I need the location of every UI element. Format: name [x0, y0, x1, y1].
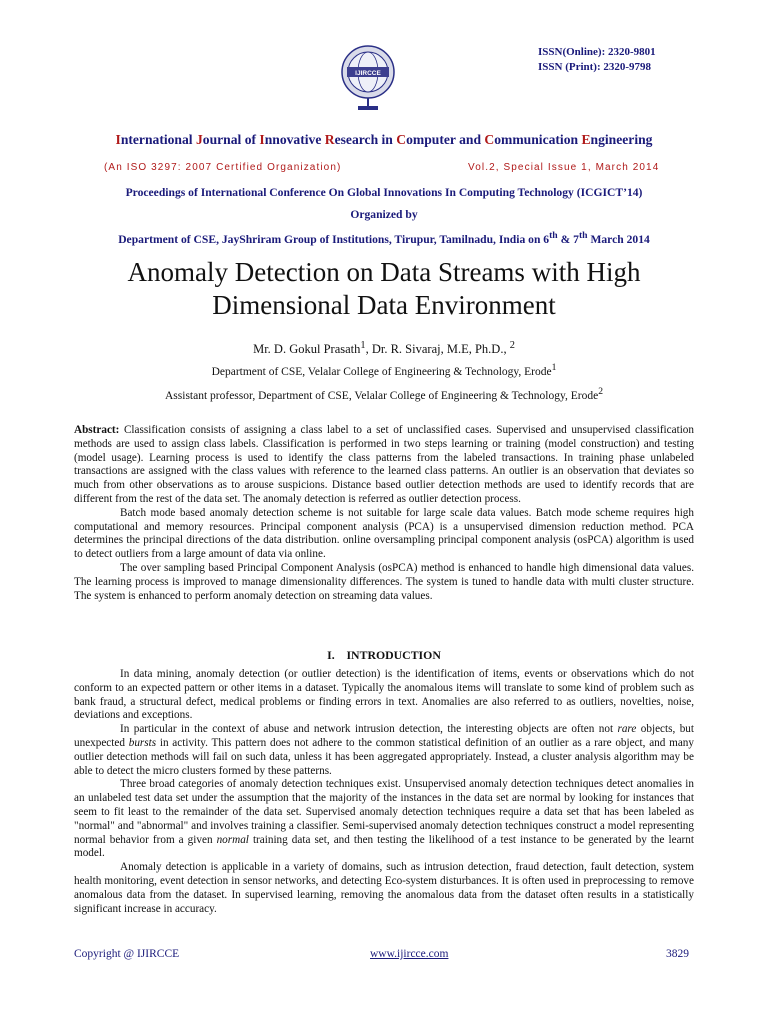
paper-title	[0, 256, 768, 322]
intro-paragraph-3: Three broad categories of anomaly detection techniques exist. Unsupervised anomaly detection techniques detect anomalies in an unlabeled test data set under the assumption that the majority of the instances in the data set are normal by looking for instances that seem to fit least to the remainder of the data set. Supervised anomaly detection techniques require a data set that has been labeled as "normal" and "abnormal" and involves training a classifier. Semi-supervised anomaly detection techniques construct a model representing normal behavior from a given normal training data set, and then testing the likelihood of a test instance to be generated by the learnt model.	[74, 778, 694, 860]
journal-title-part: nnovative	[264, 132, 325, 147]
ijircce-logo	[336, 42, 400, 114]
journal-title-part: I	[115, 132, 121, 147]
proceedings-title: Proceedings of International Conference On Global Innovations In Computing Technology (ICGICT’14)	[125, 186, 643, 199]
volume-issue: Vol.2, Special Issue 1, March 2014	[468, 162, 660, 173]
journal-title-part: R	[324, 132, 335, 147]
svg-text:IJIRCCE: IJIRCCE	[355, 70, 381, 77]
journal-title	[0, 132, 768, 148]
affiliation-2: Assistant professor, Department of CSE, Velalar College of Engineering & Technology, Erode$^2$	[165, 386, 603, 402]
journal-title-part: nternational	[120, 132, 196, 147]
paper-title-line-1: Anomaly Detection on Data Streams with High	[127, 257, 641, 287]
journal-title-part: I	[259, 132, 265, 147]
footer-website-link[interactable]: www.ijircce.com	[370, 948, 449, 960]
journal-title-part: ournal of	[202, 132, 260, 147]
page-number: 3829	[666, 948, 689, 960]
journal-title-part: C	[396, 132, 407, 147]
affiliation-1: Department of CSE, Velalar College of Engineering & Technology, Erode$^1$	[211, 362, 557, 378]
paper-title-line-2: Dimensional Data Environment	[212, 290, 556, 320]
journal-title-part: esearch in	[334, 132, 397, 147]
abstract-paragraph-1: Abstract: Classification consists of assigning a class label to a set of unclassified cases. Supervised and unsupervised classification methods are used to assign class labels. Classification is performed in two steps learning or training (model construction) and testing (model usage). Learning process is used to identify the class patterns from the labeled transactions. In training phase unlabeled transactions are assigned with the class values with reference to the learned class patterns. An outlier is an observation that deviates so much from other observations as to arouse suspicions. Distance based outlier detection methods are used to identify records that are different from the rest of the data set. The anomaly detection is referred as outlier detection process.	[74, 424, 694, 505]
journal-title-part: C	[484, 132, 495, 147]
journal-title-part: omputer and	[406, 132, 485, 147]
intro-paragraph-2: In particular in the context of abuse and network intrusion detection, the interesting objects are often not rare objects, but unexpected bursts in activity. This pattern does not adhere to the common statistical definition of an outlier as a rare object, and many outlier detection methods will fail on such data, unless it has been aggregated appropriately. Instead, a cluster analysis algorithm may be able to detect the micro clusters formed by these patterns.	[74, 723, 694, 777]
journal-title-part: E	[581, 132, 591, 147]
journal-title-part: ommunication	[494, 132, 582, 147]
issn-print: ISSN (Print): 2320-9798	[538, 61, 652, 73]
abstract	[74, 424, 694, 603]
journal-title-part: J	[195, 132, 203, 147]
organized-by: Organized by	[350, 208, 418, 221]
footer-copyright: Copyright @ IJIRCCE	[74, 948, 180, 960]
organizing-department: Department of CSE, JayShriram Group of Institutions, Tirupur, Tamilnadu, India on 6th & 7th March 2014	[118, 230, 650, 246]
abstract-paragraph-2: Batch mode based anomaly detection scheme is not suitable for large scale data values. Batch mode scheme requires high computational and memory resources. Principal component analysis (PCA) is a unsupervised dimension reduction method. PCA determines the principal directions of the data distribution. online oversampling principal component analysis (osPCA) algorithm is used to detect outliers from a large amount of data via online.	[74, 506, 694, 561]
journal-title-part: ngineering	[590, 132, 653, 147]
authors: Mr. D. Gokul Prasath$^1$, Dr. R. Sivaraj, M.E, Ph.D., $^2$	[253, 340, 515, 357]
intro-paragraph-4: Anomaly detection is applicable in a variety of domains, such as intrusion detection, fraud detection, fault detection, system health monitoring, event detection in sensor networks, and detecting Eco-system disturbances. It is often used in preprocessing to remove anomalous data from the dataset. In supervised learning, removing the anomalous data from the dataset often results in a statistically significant increase in accuracy.	[74, 861, 694, 915]
iso-certification: (An ISO 3297: 2007 Certified Organization)	[104, 162, 342, 173]
intro-paragraph-1: In data mining, anomaly detection (or outlier detection) is the identification of items, events or observations which do not conform to an expected pattern or other items in a dataset. Typically the anomalous items will translate to some kind of problem such as bank fraud, a structural defect, medical problems or finding errors in text. Anomalies are also referred to as outliers, novelties, noise, deviations and exceptions.	[74, 668, 694, 722]
issn-online: ISSN(Online): 2320-9801	[538, 46, 656, 58]
introduction-body	[74, 668, 694, 916]
section-heading-introduction: I. INTRODUCTION	[327, 648, 441, 662]
abstract-paragraph-3: The over sampling based Principal Component Analysis (osPCA) method is enhanced to handle high dimensional data values. The learning process is improved to manage dimensionality differences. The system is tuned to handle data with multi cluster structure. The system is enhanced to perform anomaly detection on streaming data values.	[74, 561, 694, 602]
